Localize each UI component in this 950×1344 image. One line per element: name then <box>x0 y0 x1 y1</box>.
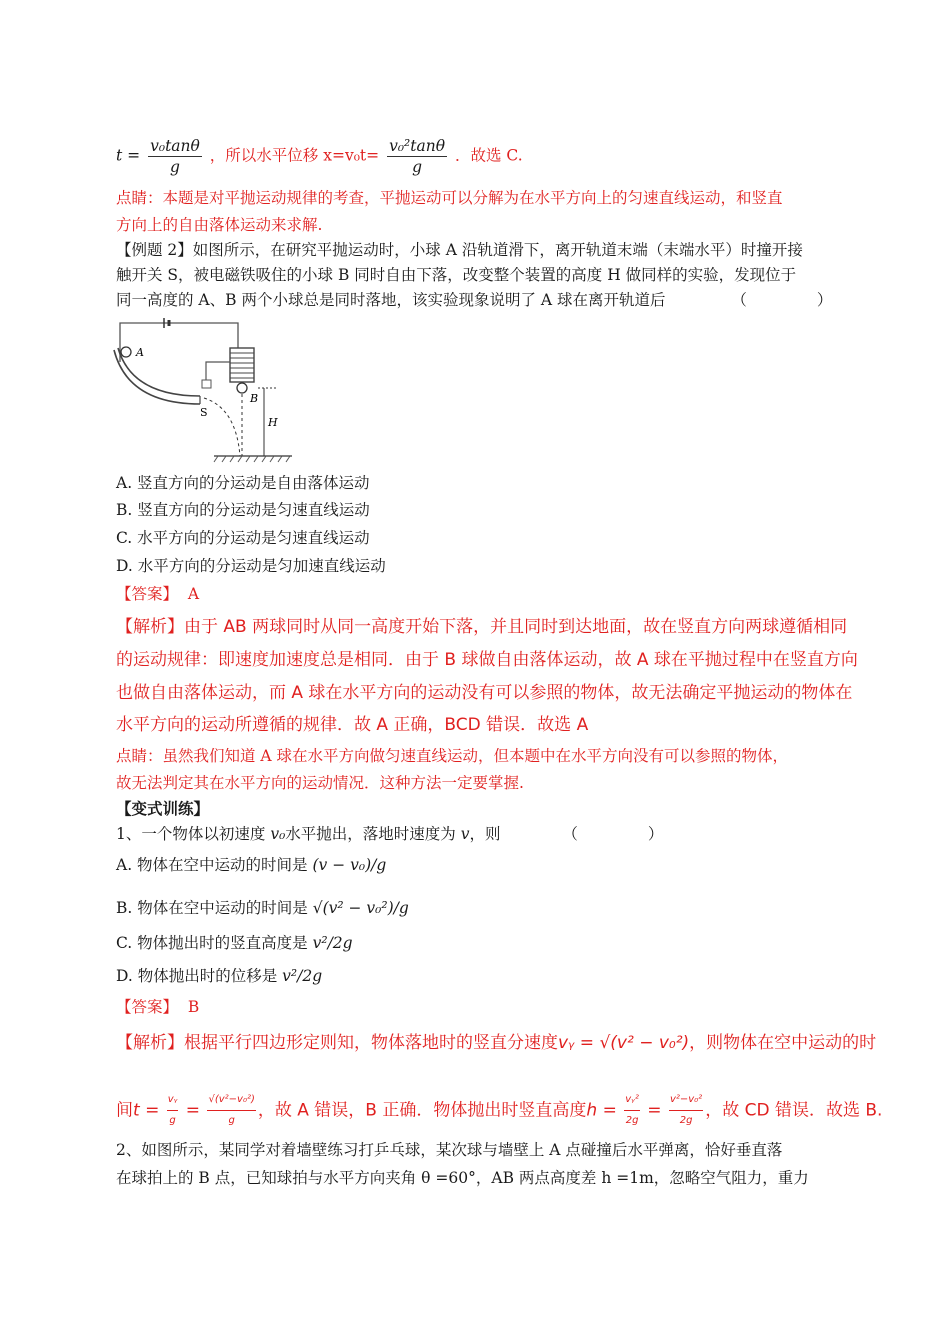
q1-option-a <box>116 855 386 875</box>
analysis1-mid: ，故 A 错误，B 正确．物体抛出时竖直高度 <box>257 1100 587 1121</box>
q1-stem-b: 水平抛出，落地时速度为 <box>285 825 456 843</box>
formula-mid-text: ，所以水平位移 x=v₀t= <box>209 146 380 165</box>
experiment-figure <box>112 318 294 466</box>
ball-a <box>121 347 131 357</box>
comment2-line1: 点睛：虽然我们知道 A 球在水平方向做匀速直线运动，但本题中在水平方向没有可以参照的物体， <box>116 747 789 765</box>
t-fraction <box>148 136 202 177</box>
analysis1-eq2: = <box>647 1100 662 1121</box>
figure-label-b: B <box>250 392 259 405</box>
analysis1-line1 <box>116 1033 876 1053</box>
frac4-num: v²−v₀² <box>669 1090 703 1111</box>
analysis2-line1: 【解析】由于 AB 两球同时从同一高度开始下落，并且同时到达地面，故在竖直方向两球遵循相同 <box>116 617 848 637</box>
x-fraction <box>387 136 447 177</box>
t-numerator: v₀tanθ <box>150 137 200 155</box>
option2-b: B. 竖直方向的分运动是匀速直线运动 <box>116 501 370 519</box>
frac2-den: g <box>228 1115 235 1126</box>
trajectory-a <box>204 398 240 456</box>
q1-option-c-math: v²/2g <box>312 934 353 952</box>
analysis1-t-eq: t = <box>133 1100 160 1121</box>
figure-label-a: A <box>136 346 144 359</box>
option2-d: D. 水平方向的分运动是匀加速直线运动 <box>116 557 386 575</box>
frac3-num: vᵧ² <box>624 1090 640 1111</box>
answer2 <box>116 584 199 604</box>
q1-option-b-text: B. 物体在空中运动的时间是 <box>116 899 308 917</box>
answer1-label: 【答案】 <box>116 998 179 1016</box>
answer2-value: A <box>187 585 200 603</box>
frac1-num: vᵧ <box>167 1090 179 1111</box>
q1-stem <box>116 824 663 844</box>
x-denominator: g <box>412 158 423 176</box>
q1-option-b-math: √(v² − v₀²)/g <box>312 899 409 917</box>
option2-a: A. 竖直方向的分运动是自由落体运动 <box>116 474 370 492</box>
frac4-den: 2g <box>679 1115 693 1126</box>
q1-option-d-math: v²/2g <box>282 967 323 985</box>
analysis2-line4: 水平方向的运动所遵循的规律．故 A 正确，BCD 错误．故选 A <box>116 715 589 735</box>
analysis1-tail: ，故 CD 错误．故选 B. <box>705 1100 883 1121</box>
analysis1-frac4 <box>669 1090 703 1131</box>
example2-line2: 触开关 S，被电磁铁吸住的小球 B 同时自由下落，改变整个装置的高度 H 做同样的实验，发现位于 <box>116 266 797 284</box>
comment2-line2: 故无法判定其在水平方向的运动情况．这种方法一定要掌握. <box>116 774 524 792</box>
analysis1-line1-text: 【解析】根据平行四边形定则知，物体落地时的竖直分速度 <box>116 1033 558 1053</box>
q1-option-b <box>116 898 409 918</box>
q1-option-d-text: D. 物体抛出时的位移是 <box>116 967 278 985</box>
answer1 <box>116 997 199 1017</box>
frac1-den: g <box>169 1115 176 1126</box>
analysis1-frac1 <box>167 1090 179 1131</box>
q2-line2: 在球拍上的 B 点，已知球拍与水平方向夹角 θ =60°，AB 两点高度差 h =1m，忽略空气阻力，重力 <box>116 1169 809 1187</box>
option2-c: C. 水平方向的分运动是匀速直线运动 <box>116 529 370 547</box>
analysis1-h-eq: h = <box>586 1100 617 1121</box>
analysis1-line2-start: 间 <box>116 1100 133 1121</box>
analysis1-frac2 <box>207 1090 255 1131</box>
top-formula-line <box>116 136 523 177</box>
q1-paren-close: ） <box>647 825 664 843</box>
paren-open: （ <box>731 291 747 309</box>
formula-tail: ．故选 C. <box>454 146 523 165</box>
figure-label-h: H <box>268 416 278 429</box>
example2-line3 <box>116 290 832 310</box>
frac3-den: 2g <box>625 1115 639 1126</box>
q1-paren-open: （ <box>562 825 578 843</box>
figure-label-s: S <box>200 406 208 419</box>
analysis1-vy-formula: vᵧ = √(v² − v₀²) <box>558 1033 690 1053</box>
q1-v: v <box>460 825 470 843</box>
variant-title: 【变式训练】 <box>116 799 210 818</box>
analysis2-line3: 也做自由落体运动，而 A 球在水平方向的运动没有可以参照的物体，故无法确定平抛运动的物体在 <box>116 683 853 703</box>
example2-line1: 【例题 2】如图所示，在研究平抛运动时，小球 A 沿轨道滑下，离开轨道末端（末端水平）时撞开接 <box>116 241 803 259</box>
q1-option-a-text: A. 物体在空中运动的时间是 <box>116 856 308 874</box>
ball-b <box>237 383 247 393</box>
q1-v0: v₀ <box>270 825 286 843</box>
x-numerator: v₀²tanθ <box>389 137 446 155</box>
q1-option-a-math: (v − v₀)/g <box>312 856 387 874</box>
switch-box <box>202 380 211 388</box>
analysis1-frac3 <box>624 1090 640 1131</box>
comment1-line1: 点睛：本题是对平抛运动规律的考查，平抛运动可以分解为在水平方向上的匀速直线运动，和竖直 <box>116 189 783 207</box>
analysis1-eq1: = <box>185 1100 201 1121</box>
paren-close: ） <box>816 291 833 309</box>
q1-option-c-text: C. 物体抛出时的竖直高度是 <box>116 934 308 952</box>
analysis2-line2: 的运动规律：即速度加速度总是相同．由于 B 球做自由落体运动，故 A 球在平抛过程中在竖直方向 <box>116 650 858 670</box>
answer1-value: B <box>187 998 200 1016</box>
t-lhs: t = <box>116 146 141 165</box>
q1-stem-c: ，则 <box>469 825 501 843</box>
q1-stem-a: 1、一个物体以初速度 <box>116 825 266 843</box>
q1-option-d <box>116 966 322 986</box>
q1-option-c <box>116 933 353 953</box>
example2-line3-text: 同一高度的 A、B 两个小球总是同时落地，该实验现象说明了 A 球在离开轨道后 <box>116 291 666 309</box>
frac2-num: √(v²−v₀²) <box>207 1090 255 1111</box>
comment1-line2: 方向上的自由落体运动来求解. <box>116 216 323 234</box>
analysis1-line1-tail: ，则物体在空中运动的时 <box>689 1033 877 1053</box>
analysis1-line2 <box>116 1090 882 1131</box>
t-denominator: g <box>170 158 180 176</box>
answer2-label: 【答案】 <box>116 585 179 603</box>
q2-line1: 2、如图所示，某同学对着墙壁练习打乒乓球，某次球与墙壁上 A 点碰撞后水平弹离，恰好垂直落 <box>116 1141 783 1159</box>
